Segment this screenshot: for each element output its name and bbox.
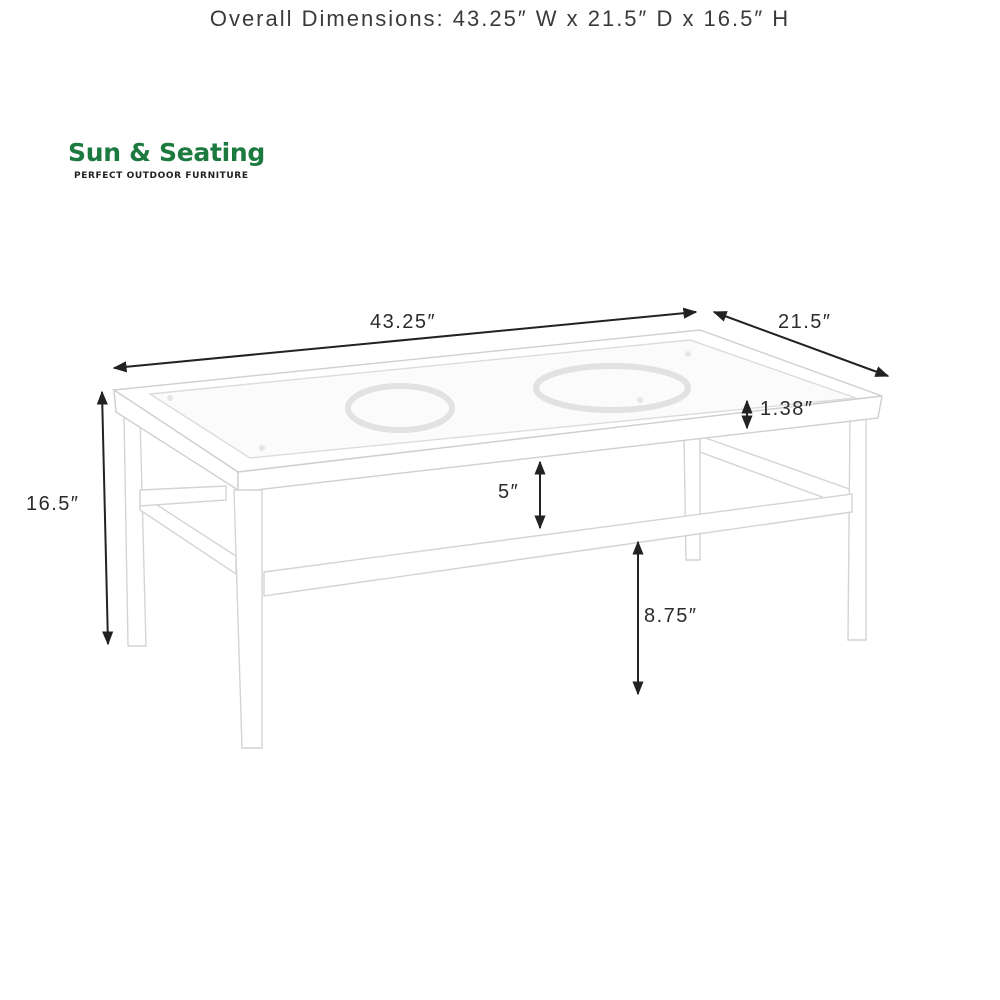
glass-fastener — [167, 395, 173, 401]
height-label: 16.5″ — [26, 493, 80, 515]
front-stretcher — [264, 494, 852, 596]
stretcher-height-label: 8.75″ — [644, 605, 698, 627]
glass-fastener — [685, 351, 691, 357]
depth-label: 21.5″ — [778, 311, 832, 333]
front-left-leg — [234, 490, 262, 748]
back-left-leg — [124, 416, 146, 646]
glass-fastener — [637, 397, 643, 403]
frame-thickness-label: 1.38″ — [760, 398, 814, 420]
back-stretcher — [140, 486, 226, 506]
apron-to-stretcher-label: 5″ — [498, 481, 520, 503]
brand-name: Sun & Seating — [68, 138, 265, 167]
brand-tagline: PERFECT OUTDOOR FURNITURE — [74, 171, 249, 181]
height-arrow — [102, 392, 108, 644]
back-right-leg — [684, 436, 700, 560]
coffee-table-illustration — [114, 330, 882, 748]
overall-dimensions-title: Overall Dimensions: 43.25″ W x 21.5″ D x 16.5″ H — [209, 6, 791, 31]
width-label: 43.25″ — [370, 311, 437, 333]
glass-fastener — [259, 445, 265, 451]
front-right-leg — [848, 416, 866, 640]
left-side-stretcher — [140, 494, 236, 574]
